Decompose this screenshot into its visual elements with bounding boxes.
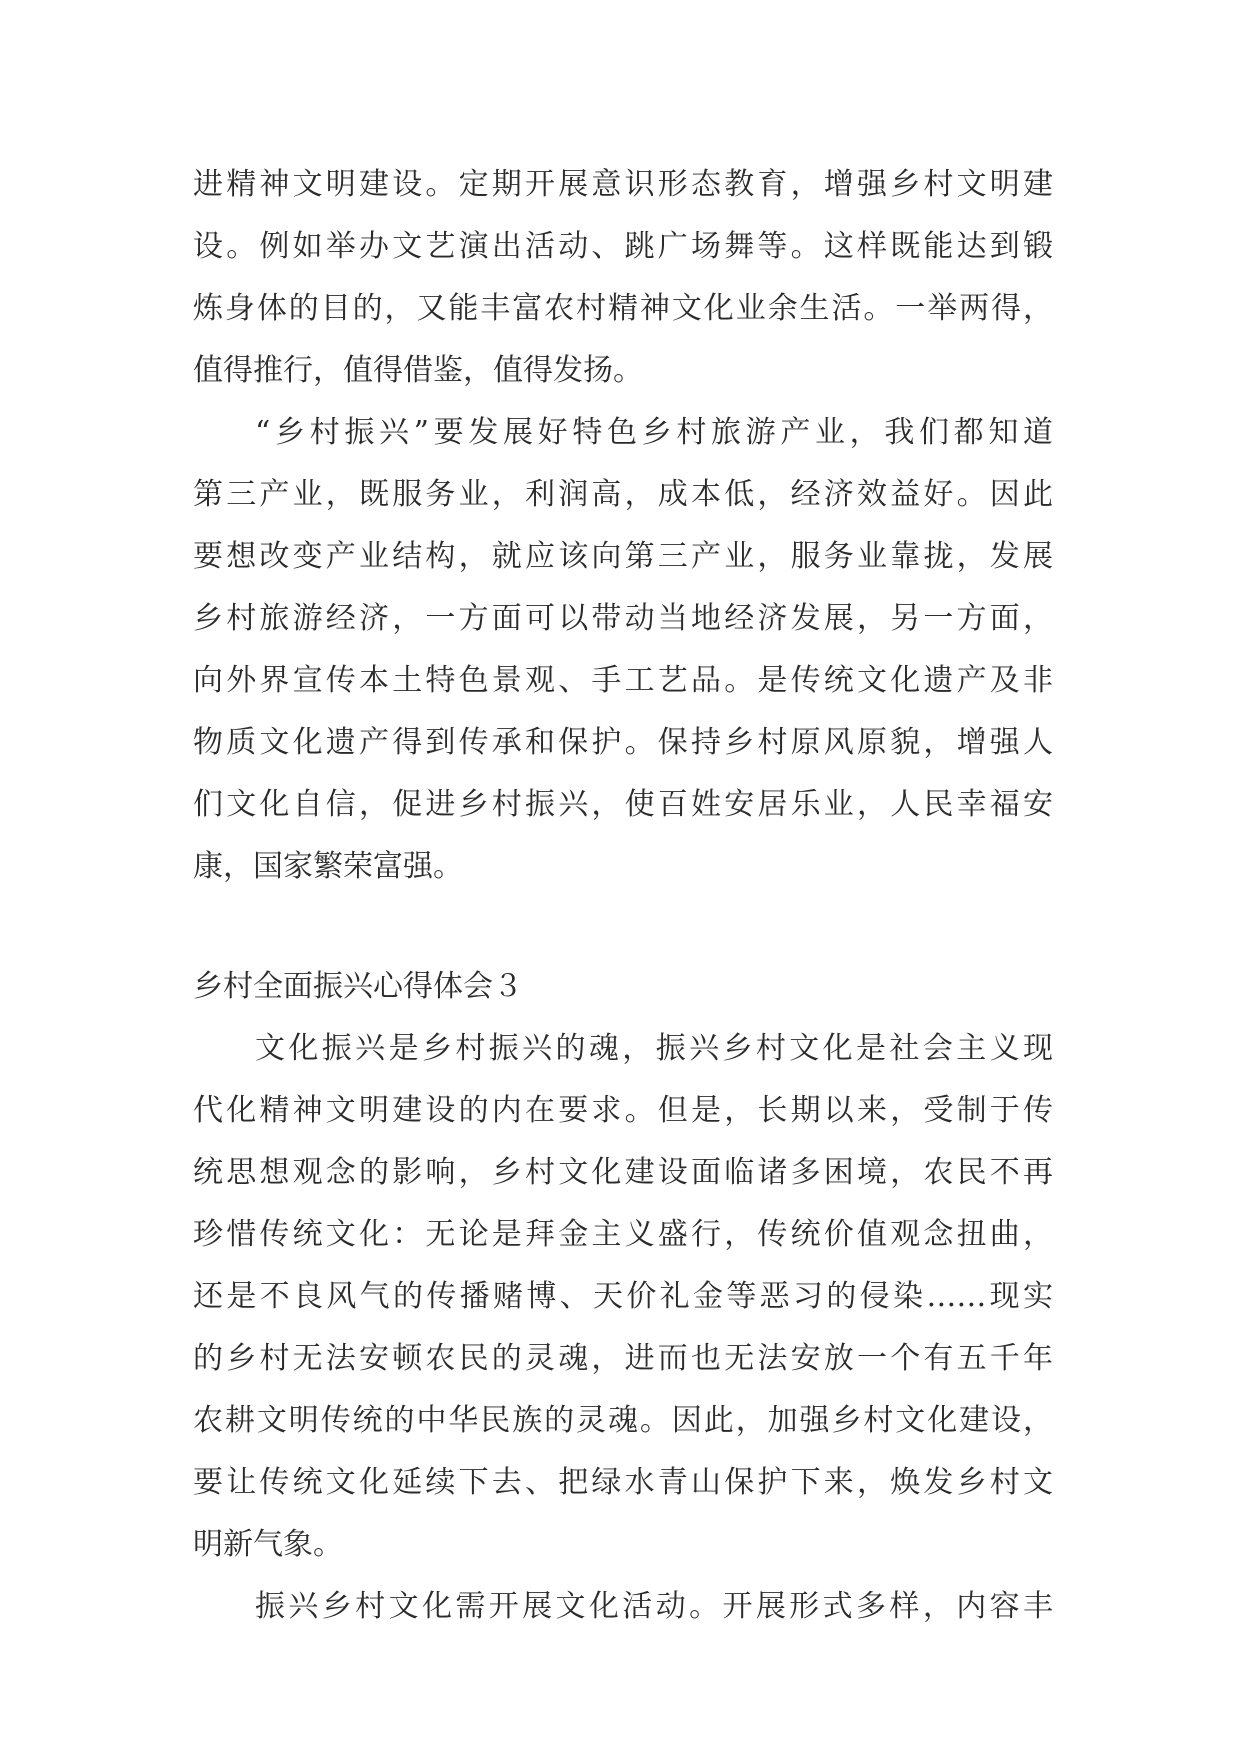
text-line: “乡村振兴”要发展好特色乡村旅游产业，我们都知道 xyxy=(255,415,1053,450)
text-line: 振兴乡村文化需开展文化活动。开展形式多样，内容丰 xyxy=(255,1589,1053,1624)
text-line: 们文化自信，促进乡村振兴，使百姓安居乐业，人民幸福安 xyxy=(193,787,1053,822)
text-line: 明新气象。 xyxy=(193,1527,343,1562)
text-line: 第三产业，既服务业，利润高，成本低，经济效益好。因此 xyxy=(193,477,1053,512)
text-line: 统思想观念的影响，乡村文化建设面临诸多困境，农民不再 xyxy=(193,1155,1053,1190)
text-line: 值得推行，值得借鉴，值得发扬。 xyxy=(193,353,643,388)
text-line: 要让传统文化延续下去、把绿水青山保护下来，焕发乡村文 xyxy=(193,1465,1053,1500)
paragraph-activities xyxy=(193,1576,1053,1638)
document-body xyxy=(193,154,1053,1638)
section-heading: 乡村全面振兴心得体会３ xyxy=(193,969,523,1004)
text-line: 农耕文明传统的中华民族的灵魂。因此，加强乡村文化建设， xyxy=(193,1403,1053,1438)
text-line: 向外界宣传本土特色景观、手工艺品。是传统文化遗产及非 xyxy=(193,663,1053,698)
text-line: 的乡村无法安顿农民的灵魂，进而也无法安放一个有五千年 xyxy=(193,1341,1053,1376)
text-line: 乡村旅游经济，一方面可以带动当地经济发展，另一方面， xyxy=(193,601,1053,636)
paragraph-culture xyxy=(193,1018,1053,1576)
text-line: 还是不良风气的传播赌博、天价礼金等恶习的侵染……现实 xyxy=(193,1279,1053,1314)
paragraph-continued xyxy=(193,154,1053,402)
text-line: 进精神文明建设。定期开展意识形态教育，增强乡村文明建 xyxy=(193,167,1053,202)
text-line: 要想改变产业结构，就应该向第三产业，服务业靠拢，发展 xyxy=(193,539,1053,574)
section-spacer xyxy=(193,898,1053,956)
text-line: 炼身体的目的，又能丰富农村精神文化业余生活。一举两得， xyxy=(193,291,1053,326)
text-line: 文化振兴是乡村振兴的魂，振兴乡村文化是社会主义现 xyxy=(255,1031,1053,1066)
text-line: 物质文化遗产得到传承和保护。保持乡村原风原貌，增强人 xyxy=(193,725,1053,760)
paragraph-tourism xyxy=(193,402,1053,898)
text-line: 设。例如举办文艺演出活动、跳广场舞等。这样既能达到锻 xyxy=(193,229,1053,264)
text-line: 珍惜传统文化：无论是拜金主义盛行，传统价值观念扭曲， xyxy=(193,1217,1053,1252)
text-line: 康，国家繁荣富强。 xyxy=(193,849,463,884)
text-line: 代化精神文明建设的内在要求。但是，长期以来，受制于传 xyxy=(193,1093,1053,1128)
